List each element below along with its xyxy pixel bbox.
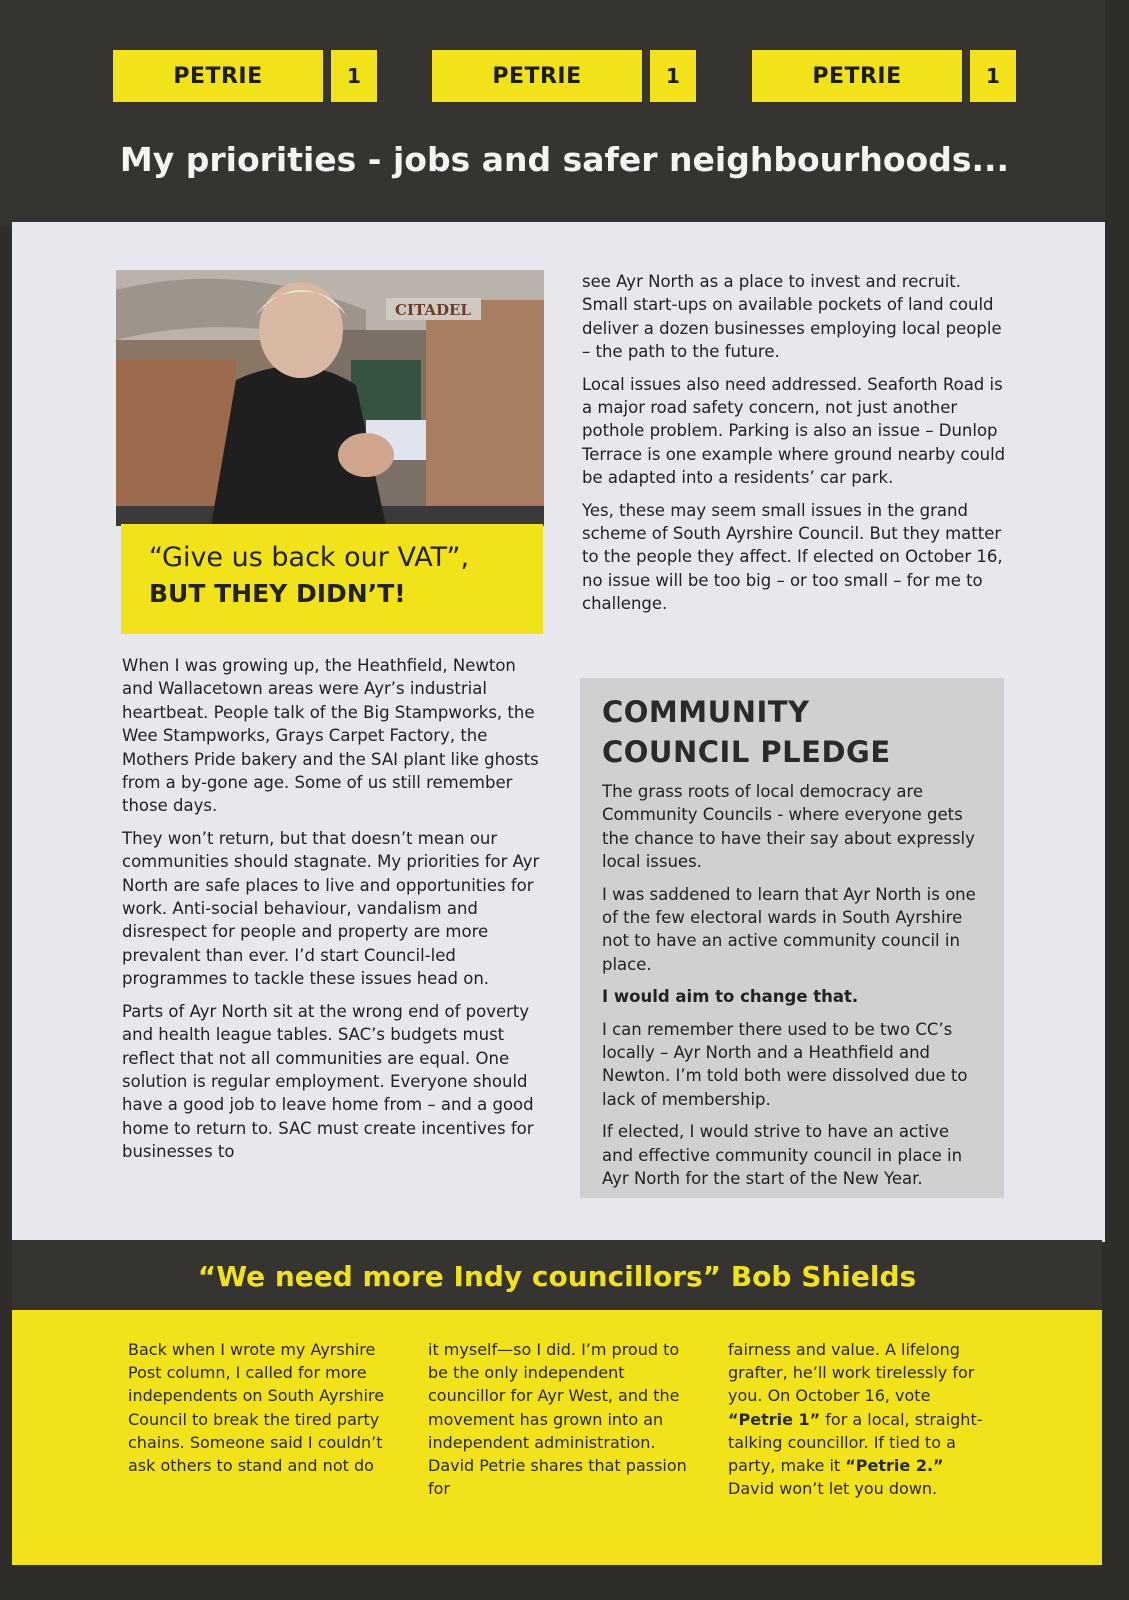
endorsement-text: for a local, straight-talking councillor. If tied to a party, make it [728,1409,983,1476]
pledge-paragraph: I was saddened to learn that Ayr North is one of the few electoral wards in South Ayrshire not to have an active community council in place. [602,884,976,974]
vat-quote-punchline: BUT THEY DIDN’T! [149,579,406,608]
pledge-paragraph: I can remember there used to be two CC’s locally – Ayr North and a Heathfield and Newton. I’m told both were dissolved due to lack of membership. [602,1019,968,1109]
pledge-title-line: COMMUNITY [602,695,810,729]
endorsement-panel [12,1310,1102,1565]
vat-quote: “Give us back our VAT”, [149,542,470,573]
article-paragraph: They won’t return, but that doesn’t mean our communities should stagnate. My priorities for Ayr North are safe places to live and opportunities for work. Anti-social behaviour, vandalism and disrespect for people and property are more prevalent than ever. I’d start Council-led programmes to tackle these issues head on. [122,828,540,989]
pledge-paragraph: The grass roots of local democracy are Community Councils - where everyone gets the chance to have their say about expressly local issues. [602,782,975,872]
vat-quote-box [121,524,543,634]
pledge-paragraph: If elected, I would strive to have an active and effective community council in place in Ayr North for the start of the New Year. [602,1122,963,1189]
ballot-name: PETRIE [752,50,962,102]
ballot-name: PETRIE [432,50,642,102]
ballot-number: 1 [331,50,377,102]
ballot-number: 1 [650,50,696,102]
endorsement-text: David won’t let you down. [728,1479,938,1499]
article-paragraph: see Ayr North as a place to invest and recruit. Small start-ups on available pockets of land could deliver a dozen businesses employing local people – the path to the future. [582,272,1002,362]
endorsement-quote: “We need more Indy councillors” Bob Shields [197,1259,917,1293]
ballot-box [113,50,377,102]
endorsement-band [12,1240,1102,1312]
article-paragraph: When I was growing up, the Heathfield, Newton and Wallacetown areas were Ayr’s industrial heartbeat. People talk of the Big Stampworks, the Wee Stampworks, Grays Carpet Factory, the Mothers Pride bakery and the SAI plant like ghosts from a by-gone age. Some of us still remember those days. [122,656,539,816]
vote-petrie-2: “Petrie 2.” [845,1456,944,1476]
article-paragraph: Yes, these may seem small issues in the grand scheme of South Ayrshire Council. But they matter to the people they affect. If elected on October 16, no issue will be too big – or too small – for me to challenge. [582,500,1003,614]
page-headline: My priorities - jobs and safer neighbourhoods... [119,140,1010,179]
ballot-box [752,50,1016,102]
right-article-column [582,270,1012,625]
article-paragraph: Parts of Ayr North sit at the wrong end of poverty and health league tables. SAC’s budgets must reflect that not all communities are equal. One solution is regular employment. Everyone should have a good job to leave home from – and a good home to return to. SAC must create incentives for businesses to [122,1001,534,1162]
left-article-column [122,654,552,1173]
content-sheet [12,222,1105,1242]
ballot-name: PETRIE [113,50,323,102]
article-paragraph: Local issues also need addressed. Seaforth Road is a major road safety concern, not just another pothole problem. Parking is also an issue – Dunlop Terrace is one example where ground nearby could be adapted into a residents’ car park. [582,374,1006,488]
endorsement-column: it myself—so I did. I’m proud to be the only independent councillor for Ayr West, and the movement has grown into an independent administration. David Petrie shares that passion for [428,1340,687,1499]
endorsement-text: fairness and value. A lifelong grafter, he’ll work tirelessly for you. On October 16, vote [728,1340,975,1406]
community-council-pledge-box [580,678,1004,1198]
pledge-title-line: COUNCIL PLEDGE [602,735,891,769]
ballot-number: 1 [970,50,1016,102]
pledge-title [602,692,982,772]
ballot-box [432,50,696,102]
vote-petrie-1: “Petrie 1” [728,1409,821,1429]
citadel-sign: CITADEL [395,301,471,319]
candidate-photo [116,270,544,526]
endorsement-column: Back when I wrote my Ayrshire Post column, I called for more independents on South Ayrshire Council to break the tired party chains. Someone said I couldn’t ask others to stand and not do [128,1340,385,1476]
header-band [0,0,1105,226]
pledge-statement: I would aim to change that. [602,987,859,1007]
endorsement-column [728,1338,993,1500]
